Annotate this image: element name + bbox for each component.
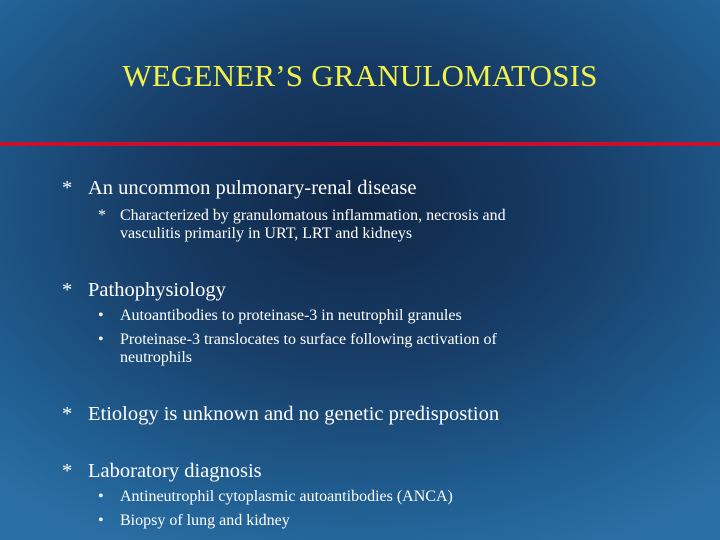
sub-bullet-anca — [98, 488, 453, 506]
title-divider — [0, 142, 720, 146]
bullet-marker: * — [62, 460, 73, 482]
sub-bullet-characterized — [98, 207, 506, 243]
bullet-marker: * — [62, 403, 73, 425]
sub-bullet-marker: * — [98, 207, 106, 224]
sub-bullet-autoantibodies — [98, 307, 462, 325]
bullet-text: Etiology is unknown and no genetic predispostion — [88, 403, 500, 425]
sub-bullet-line: Antineutrophil cytoplasmic autoantibodies (ANCA) — [120, 488, 453, 505]
sub-bullet-marker: • — [98, 512, 104, 529]
bullet-pathophysiology — [62, 278, 226, 302]
bullet-marker: * — [62, 279, 73, 301]
sub-bullet-line: Characterized by granulomatous inflammation, necrosis and — [120, 207, 506, 224]
sub-bullet-biopsy — [98, 512, 290, 530]
bullet-marker: * — [62, 177, 73, 199]
sub-bullet-line: neutrophils — [120, 349, 192, 366]
sub-bullet-marker: • — [98, 488, 104, 505]
bullet-laboratory — [62, 459, 262, 483]
sub-bullet-line: vasculitis primarily in URT, LRT and kidneys — [120, 225, 413, 242]
sub-bullet-proteinase — [98, 331, 497, 367]
sub-bullet-line: Autoantibodies to proteinase-3 in neutrophil granules — [120, 307, 462, 324]
bullet-text: Pathophysiology — [88, 279, 226, 301]
bullet-text: Laboratory diagnosis — [88, 460, 262, 482]
sub-bullet-line: Proteinase-3 translocates to surface following activation of — [120, 331, 497, 348]
slide-title: WEGENER’S GRANULOMATOSIS — [122, 58, 598, 93]
sub-bullet-marker: • — [98, 307, 104, 324]
bullet-etiology — [62, 402, 499, 426]
sub-bullet-marker: • — [98, 331, 104, 348]
bullet-disease — [62, 176, 416, 200]
bullet-text: An uncommon pulmonary-renal disease — [88, 177, 417, 199]
sub-bullet-line: Biopsy of lung and kidney — [120, 512, 290, 529]
